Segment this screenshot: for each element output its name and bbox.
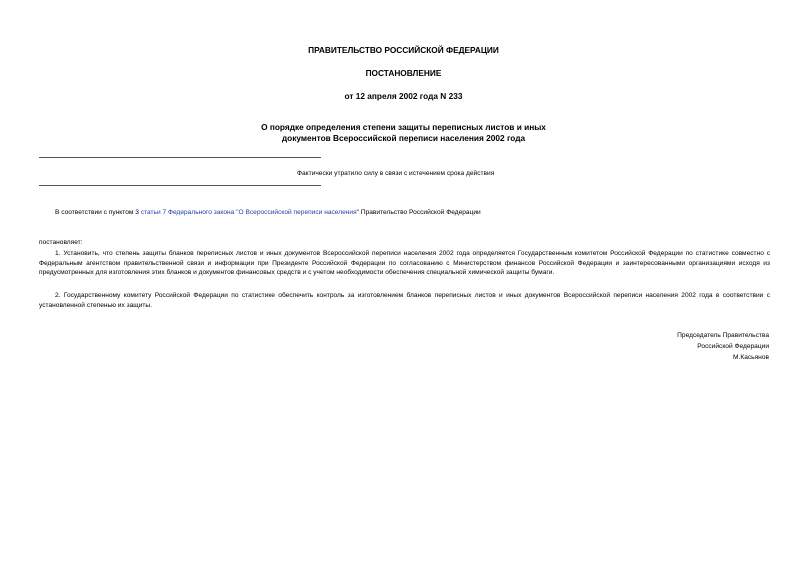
paragraph-2: 2. Государственному комитету Российской Федерации по статистике обеспечить контроль за изготовлением бланков переписных листов и иных документов Всероссийской переписи населения 2002 года в соответствии с установленной степенью их защиты. <box>39 292 770 309</box>
document-title-line-2: документов Всероссийской переписи населения 2002 года <box>281 133 526 143</box>
divider-top <box>39 157 321 158</box>
resolves-label: постановляет: <box>39 239 83 246</box>
date-number-heading: от 12 апреля 2002 года N 233 <box>344 91 463 101</box>
document-title-line-1: О порядке определения степени защиты переписных листов и иных <box>261 122 546 132</box>
federal-law-link[interactable]: статьи 7 Федерального закона "О Всероссийской переписи населения <box>140 209 357 216</box>
signature-position: Председатель Правительства <box>677 332 769 339</box>
signature-name: М.Касьянов <box>733 354 769 361</box>
divider-bottom <box>39 185 321 186</box>
paragraph-1: 1. Установить, что степень защиты бланков переписных листов и иных документов Всероссийской переписи населения 2002 года определяется Государственным комитетом Российской Федерации по статистике совместно с Федеральным агентством правительственной связи и информации при Президенте Российской Федерации по согласованию с Министерством финансов Российской Федерации и заинтересованными организациями исходя из предусмотренных для изготовления этих бланков и документов финансовых средств и с учетом необходимости обеспечения специальной химической защиты бумаги. <box>39 250 770 277</box>
document-type-heading: ПОСТАНОВЛЕНИЕ <box>365 68 442 78</box>
preamble-suffix: " Правительство Российской Федерации <box>356 209 481 216</box>
status-note: Фактически утратило силу в связи с истечением срока действия <box>297 170 495 177</box>
preamble-prefix: В соответствии с пунктом 3 <box>55 209 141 216</box>
signature-organization: Российской Федерации <box>697 343 769 350</box>
government-heading: ПРАВИТЕЛЬСТВО РОССИЙСКОЙ ФЕДЕРАЦИИ <box>308 45 499 55</box>
preamble <box>55 208 481 218</box>
